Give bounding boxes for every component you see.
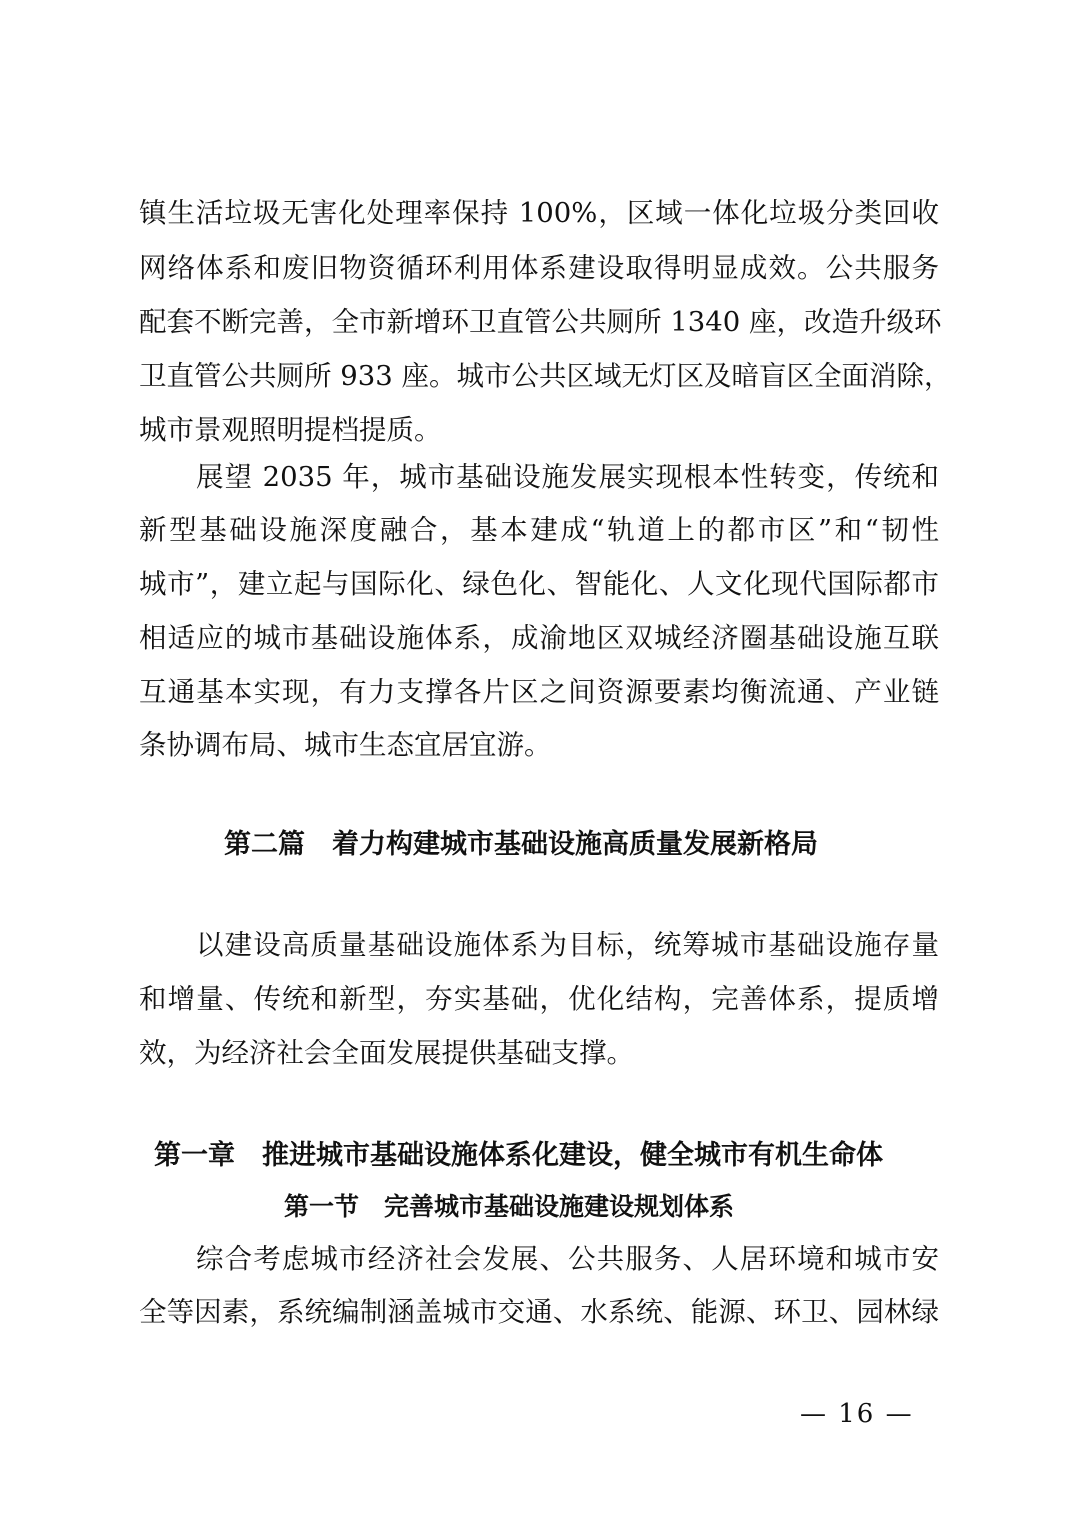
paragraph-2-line-1: 展望 2035 年，城市基础设施发展实现根本性转变，传统和	[196, 461, 939, 493]
paragraph-3-line-2: 和增量、传统和新型，夯实基础，优化结构，完善体系，提质增	[139, 983, 939, 1015]
paragraph-1-line-5: 城市景观照明提档提质。	[139, 414, 442, 446]
paragraph-2-line-4: 相适应的城市基础设施体系，成渝地区双城经济圈基础设施互联	[139, 622, 939, 654]
paragraph-1-line-3: 配套不断完善，全市新增环卫直管公共厕所 1340 座，改造升级环	[139, 306, 942, 338]
paragraph-1-line-1: 镇生活垃圾无害化处理率保持 100%，区域一体化垃圾分类回收	[139, 197, 939, 229]
paragraph-2-line-3: 城市”，建立起与国际化、绿色化、智能化、人文化现代国际都市	[139, 568, 939, 600]
page-number: — 16 —	[800, 1399, 914, 1429]
part-heading: 第二篇 着力构建城市基础设施高质量发展新格局	[224, 829, 818, 860]
paragraph-4-line-1: 综合考虑城市经济社会发展、公共服务、人居环境和城市安	[196, 1243, 939, 1275]
paragraph-1-line-4: 卫直管公共厕所 933 座。城市公共区域无灯区及暗盲区全面消除，	[139, 360, 952, 392]
paragraph-1-line-2: 网络体系和废旧物资循环利用体系建设取得明显成效。公共服务	[139, 252, 939, 284]
paragraph-4-line-2: 全等因素，系统编制涵盖城市交通、水系统、能源、环卫、园林绿	[139, 1296, 939, 1328]
paragraph-3-line-3: 效，为经济社会全面发展提供基础支撑。	[139, 1037, 634, 1069]
paragraph-3-line-1: 以建设高质量基础设施体系为目标，统筹城市基础设施存量	[196, 929, 939, 961]
paragraph-2-line-6: 条协调布局、城市生态宜居宜游。	[139, 729, 552, 761]
paragraph-2-line-5: 互通基本实现，有力支撑各片区之间资源要素均衡流通、产业链	[139, 676, 939, 708]
section-heading: 第一节 完善城市基础设施建设规划体系	[284, 1192, 735, 1221]
paragraph-2-line-2: 新型基础设施深度融合，基本建成“轨道上的都市区”和“韧性	[139, 514, 939, 546]
chapter-heading: 第一章 推进城市基础设施体系化建设，健全城市有机生命体	[154, 1140, 883, 1171]
